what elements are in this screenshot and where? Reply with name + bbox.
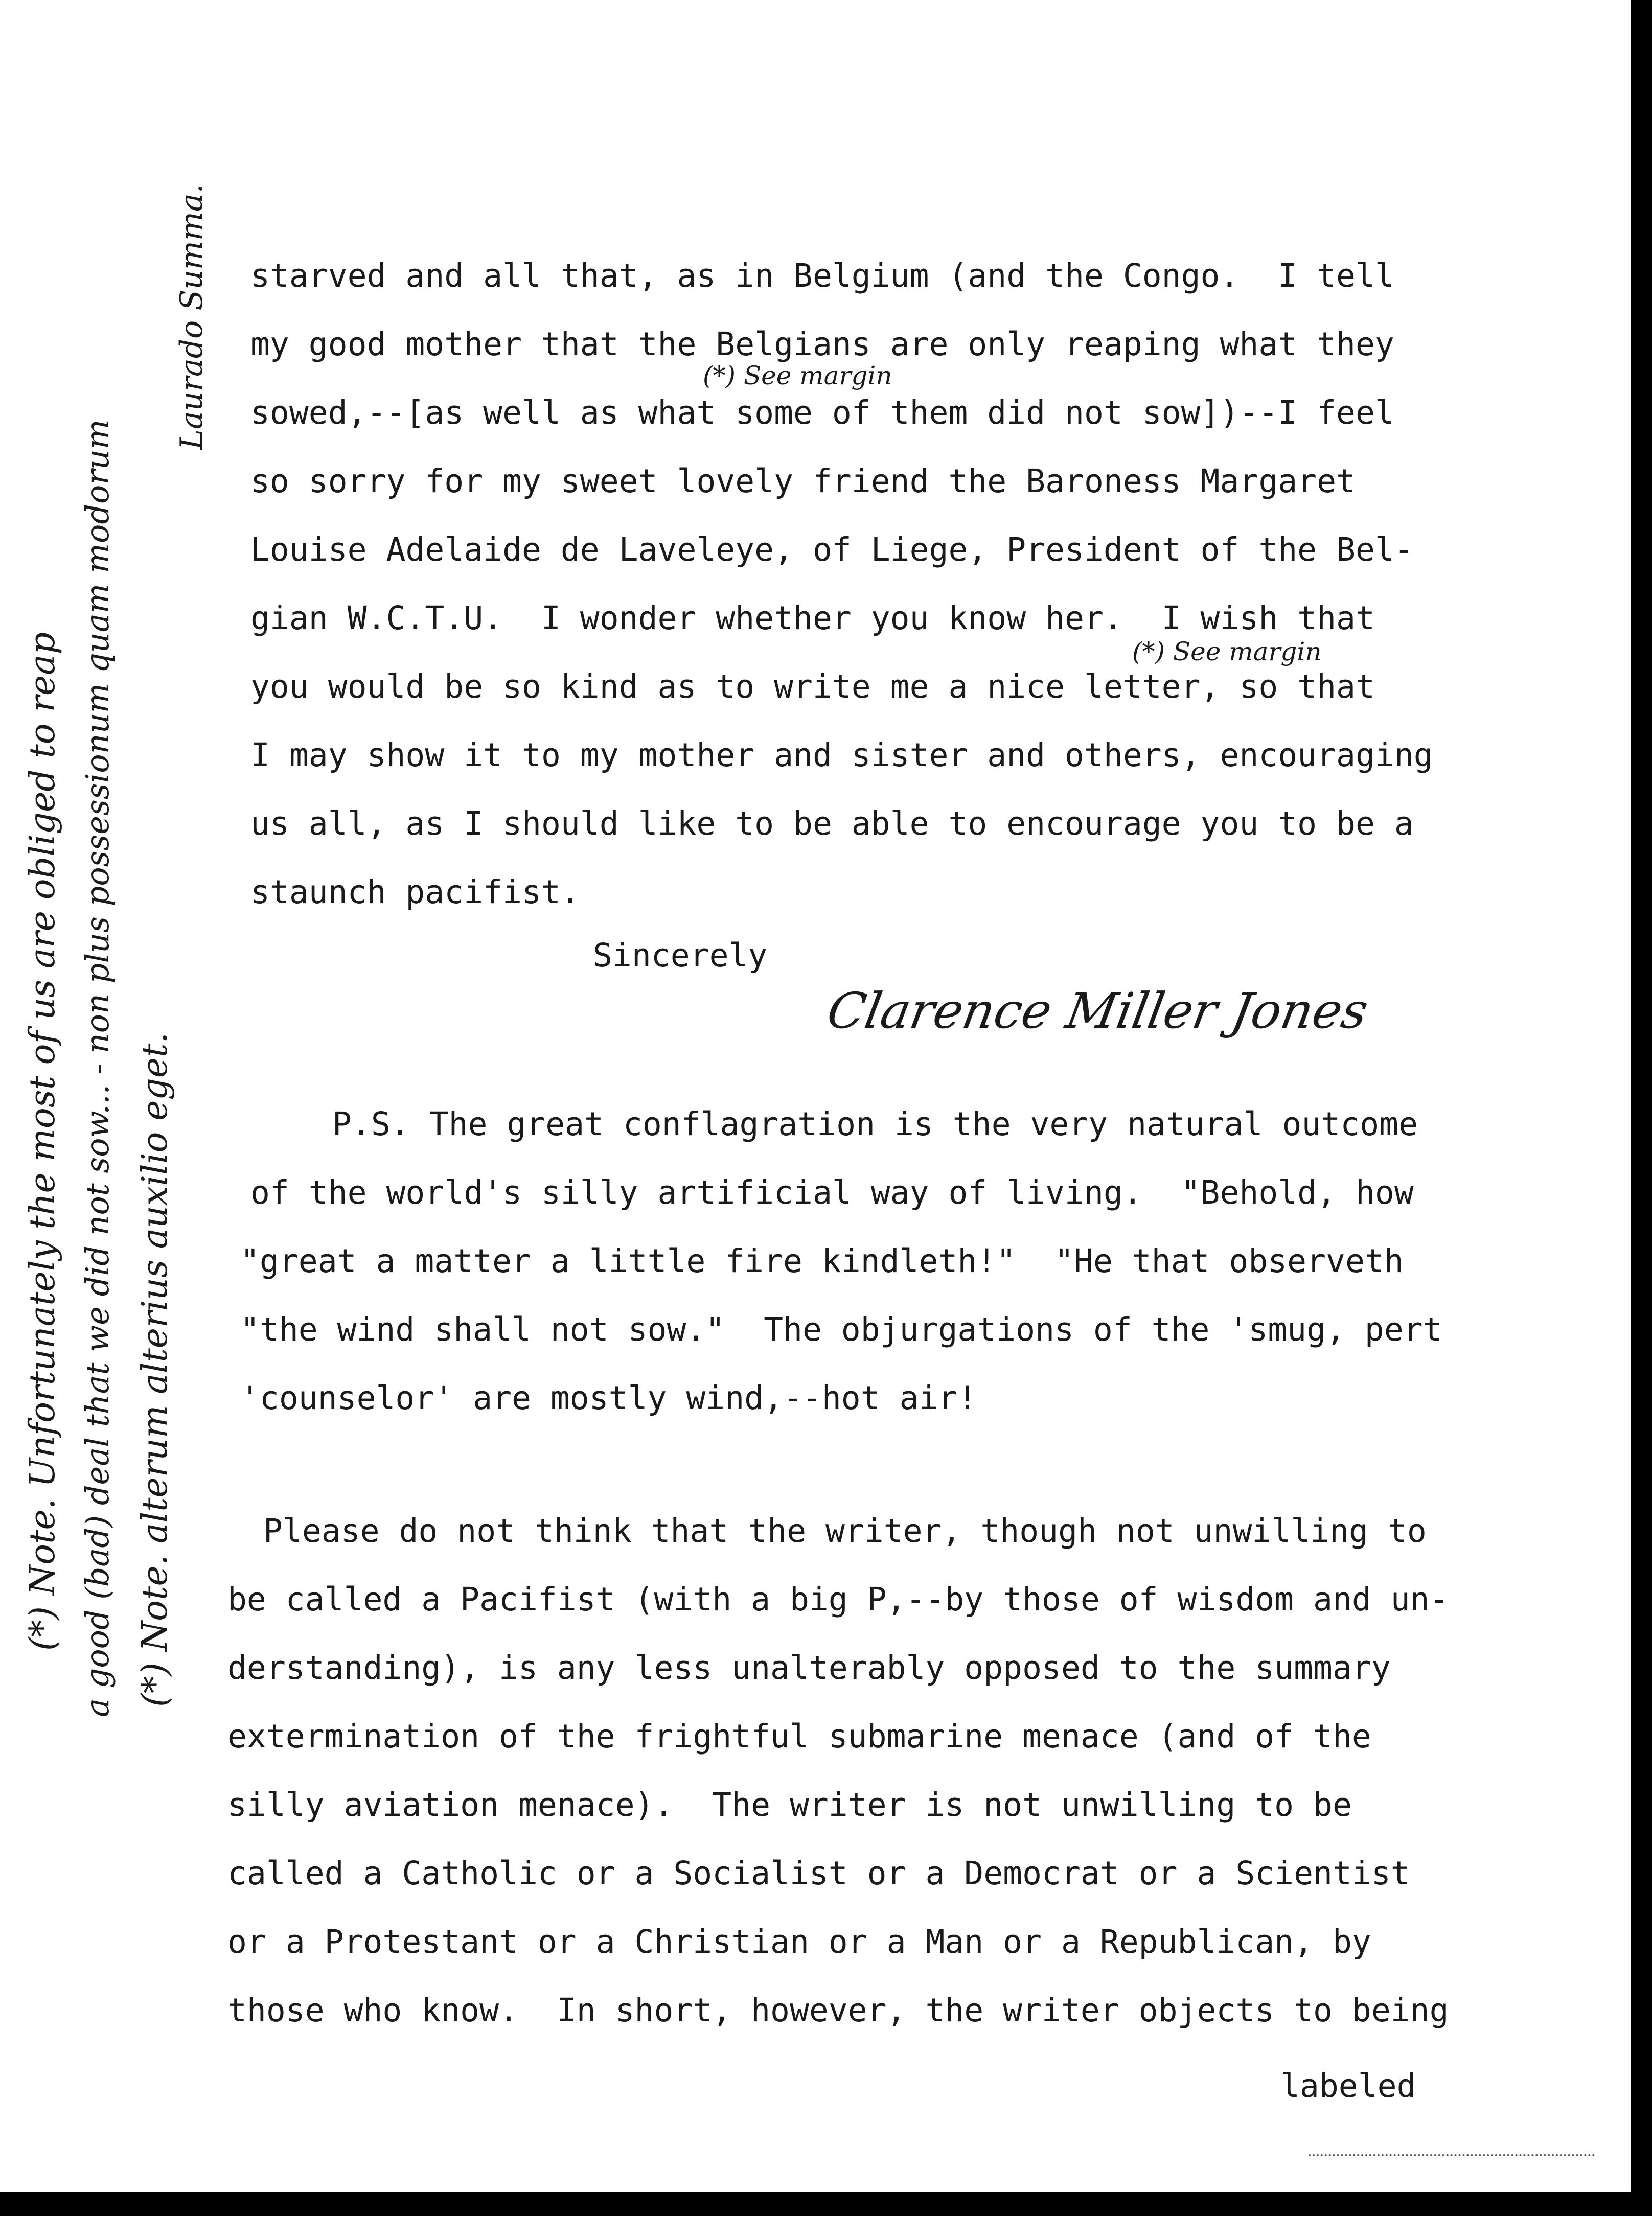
addendum-line: called a Catholic or a Socialist or a Democrat or a Scientist (227, 1855, 1410, 1892)
addendum-line: be called a Pacifist (with a big P,--by those of wisdom and un- (227, 1581, 1449, 1618)
letter-line: sowed,--[as well as what some of them did not sow])--I feel (250, 394, 1394, 431)
addendum-line: Please do not think that the writer, though not unwilling to (263, 1512, 1427, 1550)
letter-line: you would be so kind as to write me a nice letter, so that (250, 668, 1375, 705)
postscript-line: P.S. The great conflagration is the very natural outcome (332, 1105, 1418, 1143)
letter-line: so sorry for my sweet lovely friend the Baroness Margaret (250, 463, 1356, 500)
continuation-word: labeled (1280, 2067, 1416, 2105)
postscript-line: "the wind shall not sow." The objurgations of the 'smug, pert (240, 1311, 1442, 1348)
letter-line: starved and all that, as in Belgium (and the Congo. I tell (250, 257, 1394, 294)
letter-line: staunch pacifist. (250, 873, 580, 911)
postscript-line: of the world's silly artificial way of living. "Behold, how (250, 1174, 1414, 1211)
addendum-line: silly aviation menace). The writer is not unwilling to be (227, 1786, 1352, 1823)
margin-note: (*) Note. Unfortunately the most of us are obliged to reap (22, 632, 63, 1651)
postscript-line: 'counselor' are mostly wind,--hot air! (240, 1379, 977, 1417)
margin-note: Laurado Summa. (174, 183, 210, 450)
signature: Clarence Miller Jones (823, 982, 1372, 1040)
letter-line: I may show it to my mother and sister and others, encouraging (250, 736, 1433, 774)
addendum-line: or a Protestant or a Christian or a Man or a Republican, by (227, 1923, 1371, 1960)
addendum-line: derstanding), is any less unalterably opposed to the summary (227, 1649, 1391, 1687)
scan-artifact (1309, 2154, 1595, 2160)
addendum-line: extermination of the frightful submarine menace (and of the (227, 1718, 1371, 1755)
margin-note: a good (bad) deal that we did not sow... - non plus possessionum quam modorum (79, 419, 116, 1717)
insert-mark-see-margin: (*) See margin (1132, 637, 1322, 666)
letter-line: gian W.C.T.U. I wonder whether you know her. I wish that (250, 599, 1375, 637)
postscript-line: "great a matter a little fire kindleth!" "He that observeth (240, 1242, 1404, 1280)
insert-mark-see-margin: (*) See margin (703, 361, 892, 390)
letter-line: my good mother that the Belgians are only reaping what they (250, 326, 1394, 363)
addendum-line: those who know. In short, however, the writer objects to being (227, 1992, 1449, 2029)
letter-line: us all, as I should like to be able to encourage you to be a (250, 805, 1414, 842)
margin-note: (*) Note. alterum alterius auxilio eget. (135, 1032, 175, 1707)
letter-line: Louise Adelaide de Laveleye, of Liege, President of the Bel- (250, 531, 1414, 568)
closing: Sincerely (593, 937, 768, 974)
